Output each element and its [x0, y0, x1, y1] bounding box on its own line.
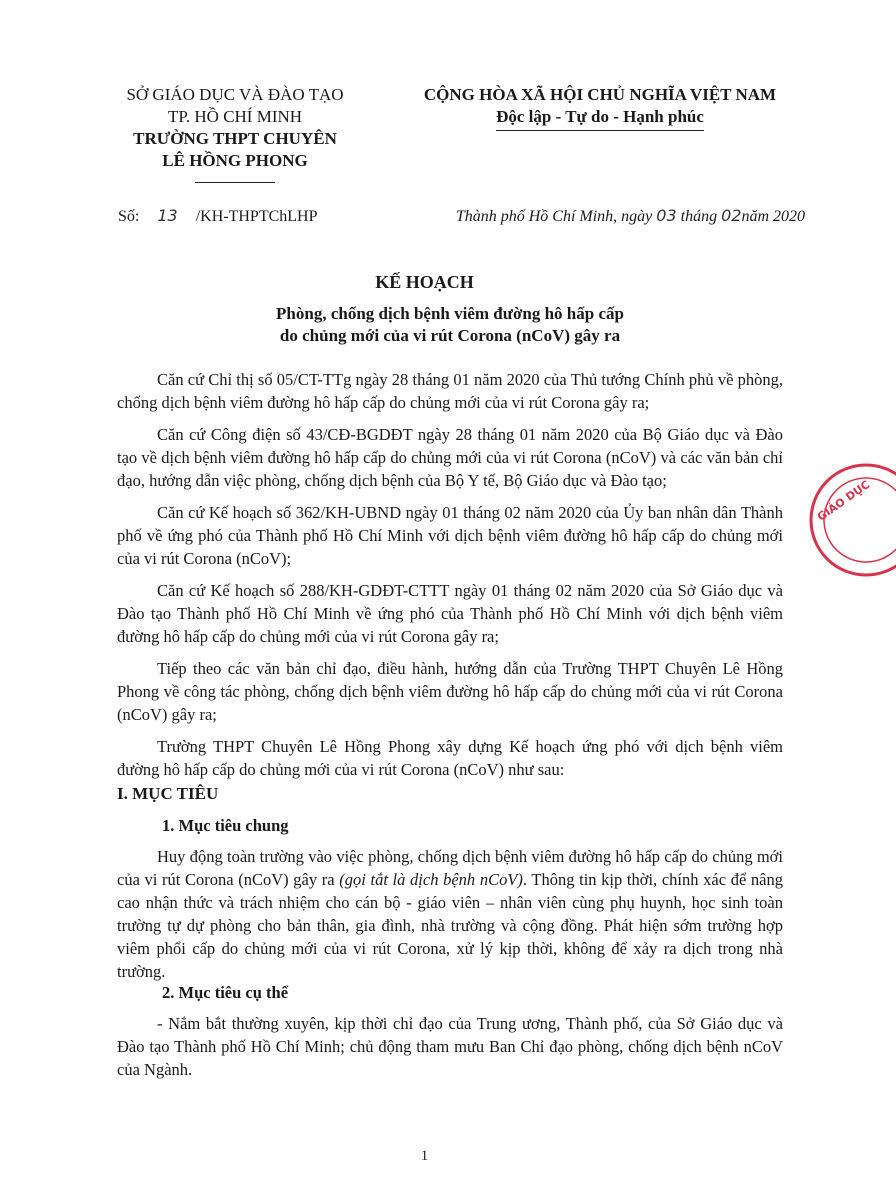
- preamble-paragraph: Trường THPT Chuyên Lê Hồng Phong xây dựng Kế hoạch ứng phó với dịch bệnh viêm đường hô hấp cấp do chủng mới của vi rút Corona (nCoV) như sau:: [117, 737, 783, 779]
- preamble-paragraph: Căn cứ Chỉ thị số 05/CT-TTg ngày 28 tháng 01 năm 2020 của Thủ tướng Chính phủ về phòng, chống dịch bệnh viêm đường hô hấp cấp do chủng mới của vi rút Corona gây ra;: [117, 370, 783, 412]
- doc-number-handwritten: 13: [157, 206, 178, 225]
- official-stamp-icon: [806, 455, 896, 585]
- general-objective-paragraph: [117, 845, 783, 983]
- national-motto: Độc lập - Tự do - Hạnh phúc: [496, 106, 704, 131]
- date-month-label: tháng: [680, 208, 718, 225]
- document-subtitle: [150, 303, 750, 347]
- subsection-heading-general: 1. Mục tiêu chung: [162, 816, 289, 835]
- preamble-paragraph: Căn cứ Công điện số 43/CĐ-BGDĐT ngày 28 tháng 01 năm 2020 của Bộ Giáo dục và Đào tạo về dịch bệnh viêm đường hô hấp cấp do chủng mới của vi rút Corona (nCoV) và các văn bản chỉ đạo, hướng dẫn việc phòng, chống dịch bệnh của Bộ Y tế, Bộ Giáo dục và Đào tạo;: [117, 425, 783, 490]
- general-objective-text-a: Huy động toàn trường vào việc phòng, chống dịch bệnh viêm đường hô hấp cấp do chủng mới của vi rút Corona (nCoV) gây ra: [117, 847, 783, 889]
- page-number: 1: [420, 1148, 429, 1164]
- issuing-agency-block: [90, 84, 380, 183]
- agency-line-1: SỞ GIÁO DỤC VÀ ĐÀO TẠO: [126, 85, 344, 104]
- general-objective-italic: (gọi tắt là dịch bệnh nCoV): [339, 870, 523, 889]
- agency-line-2: TP. HỒ CHÍ MINH: [167, 107, 303, 126]
- stamp-text: GIÁO DỤC: [814, 478, 873, 524]
- document-number: [118, 206, 317, 226]
- specific-objective-paragraph: - Nắm bắt thường xuyên, kịp thời chỉ đạo của Trung ương, Thành phố, của Sở Giáo dục và Đào tạo Thành phố Hồ Chí Minh; chủ động tham mưu Ban Chỉ đạo phòng, chống dịch bệnh nCoV của Ngành.: [117, 1014, 783, 1079]
- preamble-paragraph: Căn cứ Kế hoạch số 288/KH-GDĐT-CTTT ngày 01 tháng 02 năm 2020 của Sở Giáo dục và Đào tạo Thành phố Hồ Chí Minh về ứng phó của Thành phố Hồ Chí Minh với dịch bệnh viêm đường hô hấp cấp do chủng mới của vi rút Corona gây ra;: [117, 581, 783, 646]
- date-year: năm 2020: [741, 208, 805, 225]
- preamble-paragraph: Căn cứ Kế hoạch số 362/KH-UBND ngày 01 tháng 02 năm 2020 của Ủy ban nhân dân Thành phố về ứng phó của Thành phố Hồ Chí Minh với dịch bệnh viêm đường hô hấp cấp do chủng mới của vi rút Corona (nCoV);: [117, 503, 783, 568]
- subtitle-line-2: do chủng mới của vi rút Corona (nCoV) gây ra: [279, 326, 621, 345]
- doc-number-label: Số:: [118, 208, 140, 225]
- specific-objective: [117, 1012, 783, 1090]
- preamble: [117, 368, 783, 790]
- subtitle-line-1: Phòng, chống dịch bệnh viêm đường hô hấp cấp: [276, 304, 624, 323]
- document-title: KẾ HOẠCH: [375, 272, 474, 292]
- date-line: [395, 206, 805, 226]
- national-title: CỘNG HÒA XÃ HỘI CHỦ NGHĨA VIỆT NAM: [423, 85, 777, 104]
- preamble-paragraph: Tiếp theo các văn bản chỉ đạo, điều hành, hướng dẫn của Trường THPT Chuyên Lê Hồng Phong về công tác phòng, chống dịch bệnh viêm đường hô hấp cấp do chủng mới của vi rút Corona (nCoV) gây ra;: [117, 659, 783, 724]
- doc-number-suffix: /KH-THPTChLHP: [195, 208, 318, 225]
- agency-line-4: LÊ HỒNG PHONG: [162, 151, 308, 170]
- general-objective: [117, 845, 783, 992]
- general-objective-text-b: . Thông tin kịp thời, chính xác để nâng cao nhận thức và trách nhiệm cho cán bộ - giáo viên – nhân viên cùng phụ huynh, học sinh toàn trường tự dự phòng cho bản thân, gia đình, nhà trường và cộng đồng. Phát hiện sớm trường hợp viêm phổi cấp do chủng mới của vi rút Corona, xử lý kịp thời, không để xảy ra dịch trong nhà trường.: [117, 870, 783, 981]
- national-header-block: [395, 84, 805, 131]
- subsection-heading-specific: 2. Mục tiêu cụ thể: [162, 983, 289, 1002]
- section-heading: I. MỤC TIÊU: [117, 784, 219, 803]
- agency-line-3: TRƯỜNG THPT CHUYÊN: [133, 129, 337, 148]
- date-month-handwritten: 02: [721, 206, 742, 225]
- date-day-handwritten: 03: [656, 206, 677, 225]
- agency-underline: [195, 182, 275, 183]
- date-prefix: Thành phố Hồ Chí Minh, ngày: [455, 208, 653, 225]
